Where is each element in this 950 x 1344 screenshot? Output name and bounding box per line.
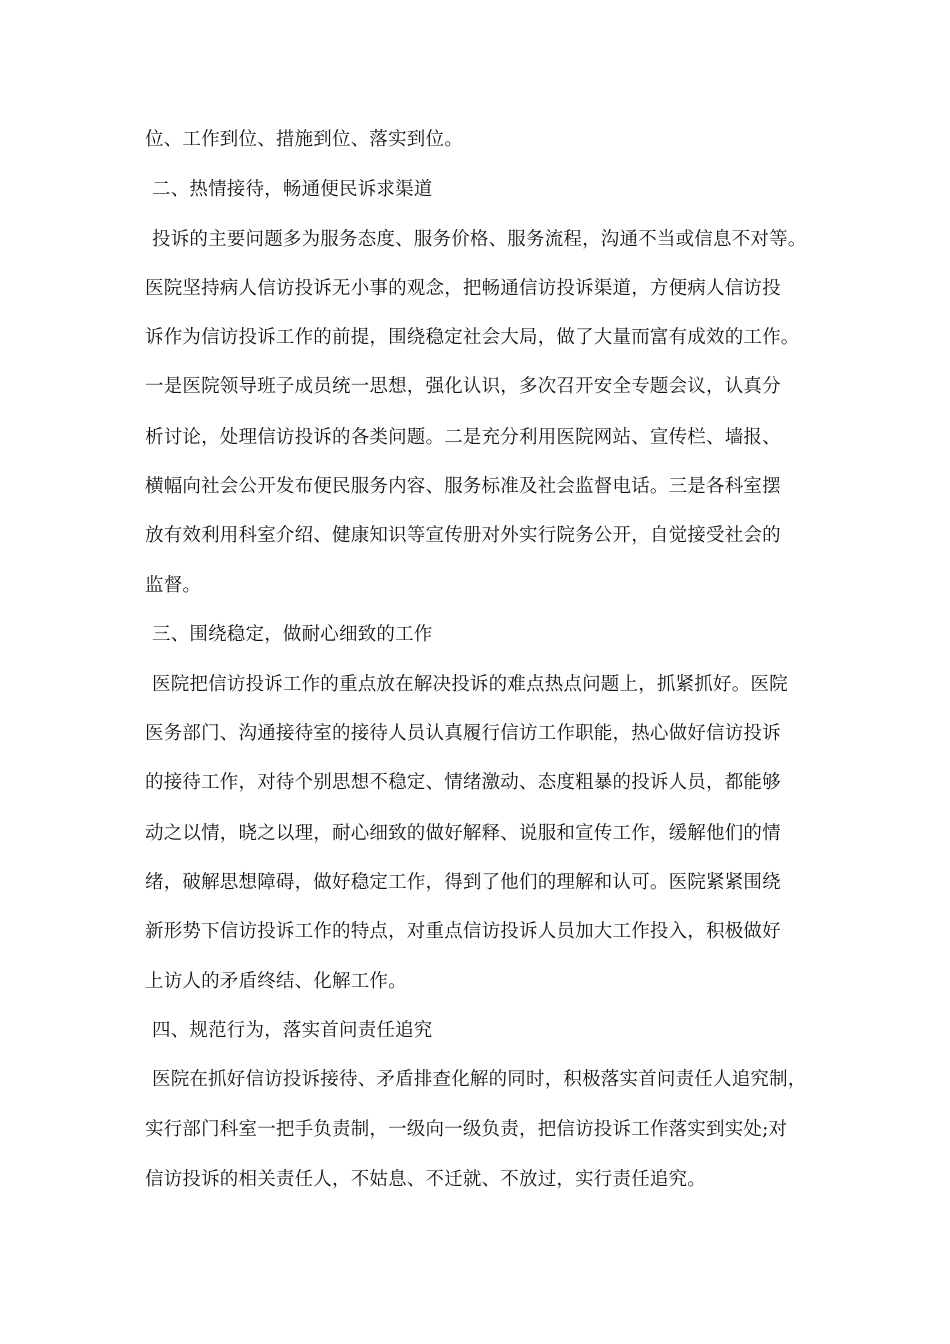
text-line: 上访人的矛盾终结、化解工作。 (145, 971, 407, 992)
text-line: 动之以情，晓之以理，耐心细致的做好解释、说服和宣传工作，缓解他们的情 (145, 823, 781, 844)
text-line: 投诉的主要问题多为服务态度、服务价格、服务流程，沟通不当或信息不对等。 (152, 229, 807, 250)
text-line: 监督。 (145, 575, 202, 596)
text-line: 新形势下信访投诉工作的特点，对重点信访投诉人员加大工作投入，积极做好 (145, 921, 781, 942)
text-line: 位、工作到位、措施到位、落实到位。 (145, 129, 463, 150)
text-line: 的接待工作，对待个别思想不稳定、情绪激动、态度粗暴的投诉人员，都能够 (145, 772, 781, 793)
text-line: 横幅向社会公开发布便民服务内容、服务标准及社会监督电话。三是各科室摆 (145, 476, 781, 497)
text-line: 析讨论，处理信访投诉的各类问题。二是充分利用医院网站、宣传栏、墙报、 (145, 427, 781, 448)
text-line: 医院把信访投诉工作的重点放在解决投诉的难点热点问题上，抓紧抓好。医院 (152, 674, 788, 695)
section-heading: 四、规范行为，落实首问责任追究 (152, 1020, 433, 1041)
text-line: 放有效利用科室介绍、健康知识等宣传册对外实行院务公开，自觉接受社会的 (145, 525, 781, 546)
text-line: 医院在抓好信访投诉接待、矛盾排查化解的同时，积极落实首问责任人追究制， (152, 1069, 807, 1090)
text-line: 医务部门、沟通接待室的接待人员认真履行信访工作职能，热心做好信访投诉 (145, 723, 781, 744)
text-line: 一是医院领导班子成员统一思想，强化认识，多次召开安全专题会议，认真分 (145, 376, 781, 397)
text-line: 绪，破解思想障碍，做好稳定工作，得到了他们的理解和认可。医院紧紧围绕 (145, 872, 781, 893)
text-line: 信访投诉的相关责任人，不姑息、不迁就、不放过，实行责任追究。 (145, 1169, 707, 1190)
text-line: 医院坚持病人信访投诉无小事的观念，把畅通信访投诉渠道，方便病人信访投 (145, 278, 781, 299)
text-line: 诉作为信访投诉工作的前提，围绕稳定社会大局，做了大量而富有成效的工作。 (145, 327, 800, 348)
section-heading: 三、围绕稳定，做耐心细致的工作 (152, 624, 433, 645)
section-heading: 二、热情接待，畅通便民诉求渠道 (152, 179, 433, 200)
text-line: 实行部门科室一把手负责制，一级向一级负责，把信访投诉工作落实到实处;对 (145, 1119, 788, 1140)
